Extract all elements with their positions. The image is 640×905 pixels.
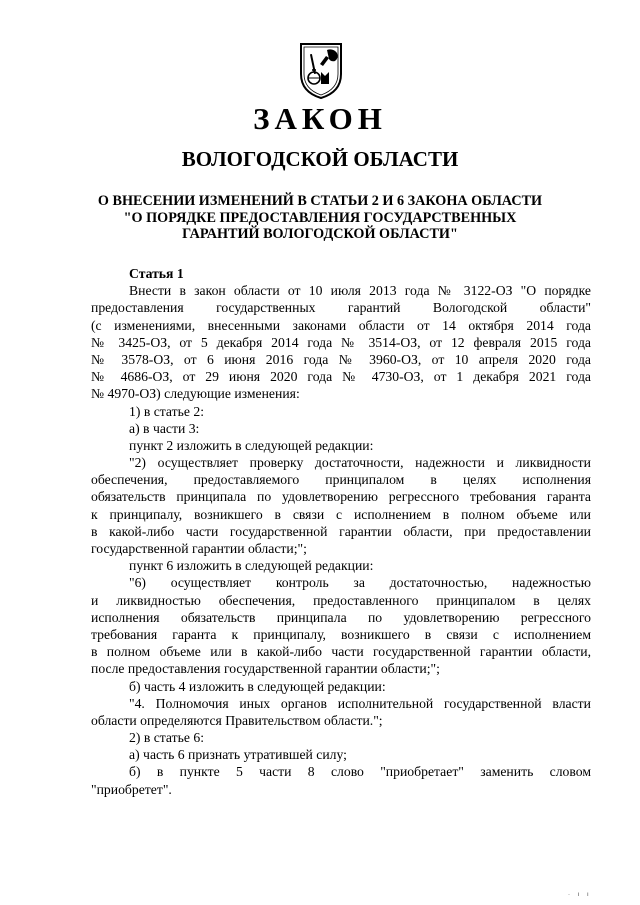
text-line: в полном объеме или в какой-либо части государственной гарантии области, [91, 644, 591, 660]
subtitle-line: ГАРАНТИЙ ВОЛОГОДСКОЙ ОБЛАСТИ" [182, 226, 458, 242]
text-line: исполнения обязательств принципала по удовлетворению регрессного [91, 609, 591, 625]
scan-mark: · ı ı [568, 892, 592, 898]
text-line: обеспечения, предоставляемого принципалом в целях исполнения [91, 472, 591, 488]
region-title: ВОЛОГОДСКОЙ ОБЛАСТИ [181, 147, 459, 171]
text-line: 2) в статье 6: [129, 730, 205, 746]
text-line: пункт 2 изложить в следующей редакции: [129, 437, 374, 453]
text-line: предоставления государственных гарантий Вологодской области" [91, 300, 591, 316]
text-line: б) часть 4 изложить в следующей редакции: [129, 678, 386, 694]
subtitle-line: О ВНЕСЕНИИ ИЗМЕНЕНИЙ В СТАТЬИ 2 И 6 ЗАКОНА ОБЛАСТИ [97, 193, 543, 209]
text-line: к принципалу, возникшего в связи с исполнением в полном объеме или [91, 506, 591, 522]
text-line: б) в пункте 5 части 8 слово "приобретает" заменить словом [129, 764, 591, 780]
law-subtitle [0, 193, 640, 243]
text-line: "4. Полномочия иных органов исполнительной государственной власти [129, 695, 591, 711]
text-line: "6) осуществляет контроль за достаточностью, надежностью [129, 575, 591, 591]
subtitle-line: "О ПОРЯДКЕ ПРЕДОСТАВЛЕНИЯ ГОСУДАРСТВЕННЫХ [123, 209, 517, 226]
text-line: государственной гарантии области;"; [91, 541, 307, 556]
text-line: Внести в закон области от 10 июля 2013 года № 3122-ОЗ "О порядке [129, 283, 591, 299]
text-line: обязательств принципала по удовлетворению регрессного требования гаранта [91, 489, 591, 505]
text-line: № 4970-ОЗ) следующие изменения: [91, 386, 300, 402]
text-line: "2) осуществляет проверку достаточности, надежности и ликвидности [129, 455, 591, 471]
article-heading: Статья 1 [129, 266, 184, 281]
law-title: ЗАКОН [253, 101, 387, 136]
text-line: области определяются Правительством области."; [91, 712, 383, 728]
article-body [91, 265, 591, 798]
text-line: после предоставления государственной гарантии области;"; [91, 661, 440, 677]
text-line: "приобретет". [91, 781, 172, 797]
text-line: в какой-либо части государственной гарантии области, при предоставлении [91, 523, 591, 539]
text-line: и ликвидностью обеспечения, предоставленного принципалом в целях [91, 592, 591, 608]
text-line: требования гаранта к принципалу, возникшего в связи с исполнением [91, 626, 591, 642]
text-line: а) часть 6 признать утратившей силу; [129, 747, 347, 763]
text-line: а) в части 3: [129, 420, 200, 436]
text-line: 1) в статье 2: [129, 403, 205, 419]
coat-of-arms-icon [297, 40, 345, 100]
text-line: № 3425-ОЗ, от 5 декабря 2014 года № 3514-ОЗ, от 12 февраля 2015 года [91, 334, 591, 350]
text-line: № 4686-ОЗ, от 29 июня 2020 года № 4730-ОЗ, от 1 декабря 2021 года [91, 369, 591, 385]
text-line: № 3578-ОЗ, от 6 июня 2016 года № 3960-ОЗ, от 10 апреля 2020 года [91, 351, 591, 367]
text-line: пункт 6 изложить в следующей редакции: [129, 558, 374, 574]
text-line: (с изменениями, внесенными законами области от 14 октября 2014 года [91, 317, 591, 333]
